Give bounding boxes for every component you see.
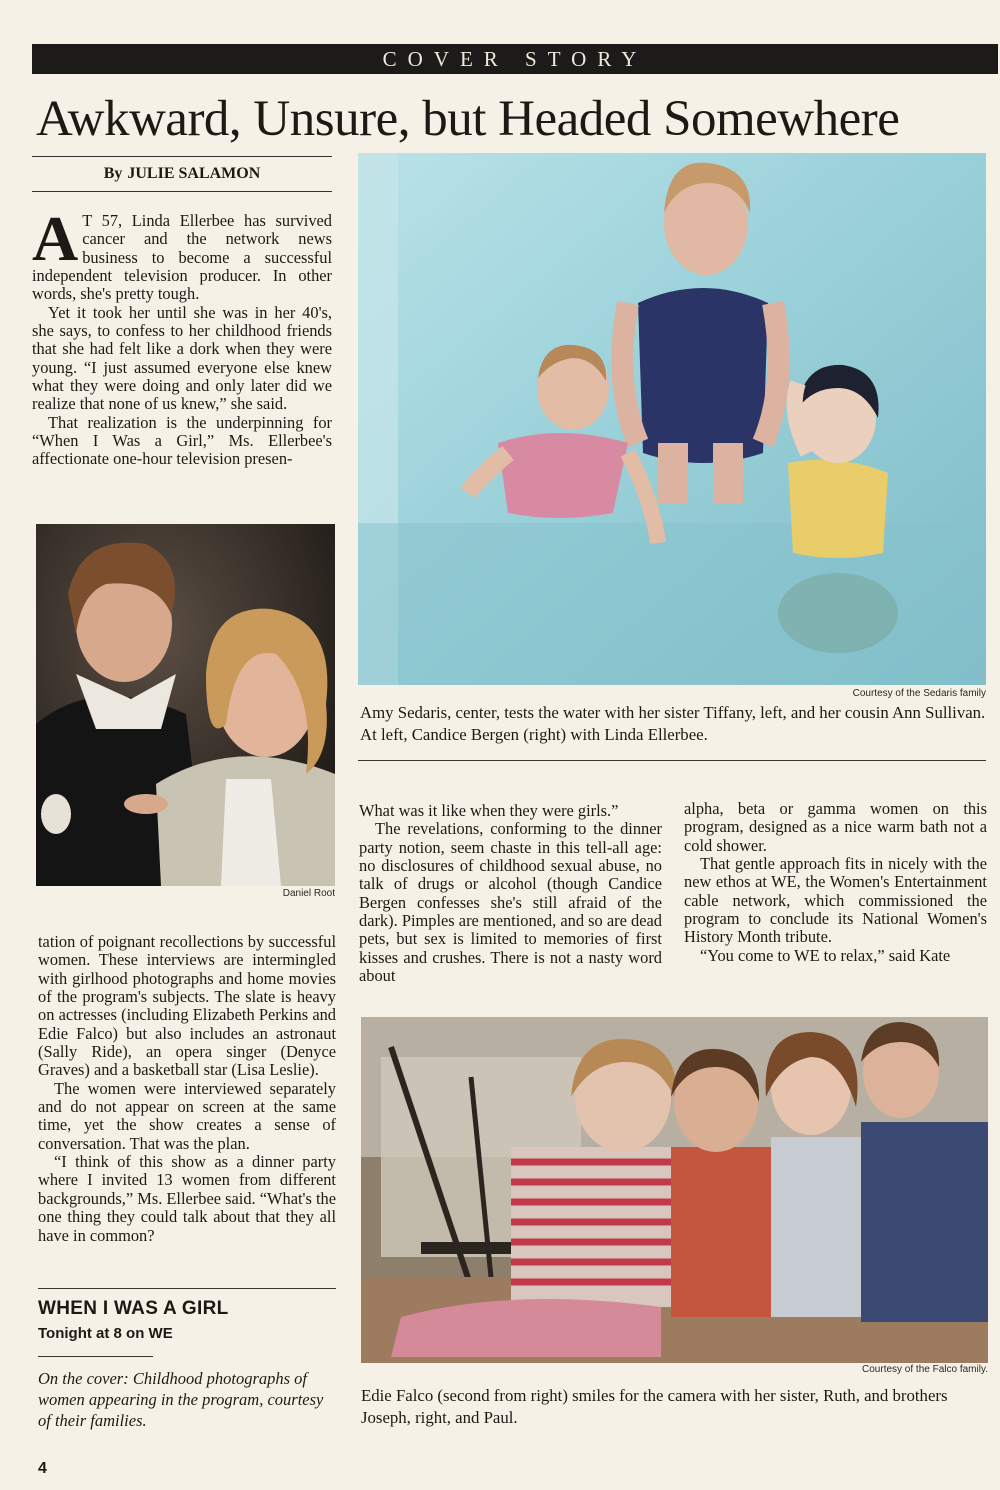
headline: Awkward, Unsure, but Headed Somewhere bbox=[36, 91, 900, 147]
divider bbox=[358, 760, 986, 761]
paragraph: “You come to WE to relax,” said Kate bbox=[700, 945, 951, 965]
paragraph: alpha, beta or gamma women on this program, designed as a nice warm bath not a cold shower. bbox=[684, 799, 987, 855]
dropcap: A bbox=[32, 203, 79, 274]
byline-prefix: By bbox=[103, 165, 123, 182]
column3 bbox=[684, 800, 987, 965]
byline-author: JULIE SALAMON bbox=[127, 165, 261, 182]
falco-photo-caption: Edie Falco (second from right) smiles for the camera with her sister, Ruth, and brothers Joseph, right, and Paul. bbox=[361, 1386, 948, 1427]
portrait-photo-image bbox=[36, 524, 335, 886]
divider bbox=[38, 1288, 336, 1289]
paragraph: What was it like when they were girls.” bbox=[359, 801, 619, 820]
paragraph: tation of poignant recollections by successful women. These interviews are intermingled with girlhood photographs and home movies of the program's subjects. The slate is heavy on actresses (including Elizabeth Perkins and Edie Falco) but also includes an astronaut (Sally Ride), an opera singer (Denyce Graves) and a basketball star (Lisa Leslie). bbox=[38, 932, 336, 1080]
paragraph: The revelations, conforming to the dinner party notion, seem chaste in this tell-all age: no disclosures of childhood sexual abuse, no talk of drugs or alcohol (though Candice Bergen confesses she's still afraid of the dark). Pimples are mentioned, and so are dead pets, but sex is limited to memories of first kisses and crushes. There is not a nasty word about bbox=[359, 819, 662, 986]
paragraph-intro: A T 57, Linda Ellerbee has survived cancer and the network news business to become a successful independent television producer. In other words, she's pretty tough. bbox=[32, 203, 332, 304]
cover-note: On the cover: Childhood photographs of women appearing in the program, courtesy of their families. bbox=[38, 1369, 324, 1430]
column1-top bbox=[32, 203, 332, 469]
pool-photo-caption: Amy Sedaris, center, tests the water with her sister Tiffany, left, and her cousin Ann Sullivan. At left, Candice Bergen (right) with Linda Ellerbee. bbox=[360, 703, 986, 744]
page-number: 4 bbox=[38, 1460, 47, 1477]
portrait-photo-credit: Daniel Root bbox=[282, 888, 335, 899]
falco-photo bbox=[361, 1017, 988, 1363]
falco-photo-credit: Courtesy of the Falco family. bbox=[862, 1364, 988, 1375]
pool-photo-image bbox=[358, 153, 986, 685]
show-title: WHEN I WAS A GIRL bbox=[38, 1298, 229, 1319]
paragraph: That realization is the underpinning for “When I Was a Girl,” Ms. Ellerbee's affectionate one-hour television presen- bbox=[32, 412, 332, 469]
section-banner-label: COVER STORY bbox=[382, 46, 648, 71]
falco-photo-image bbox=[361, 1017, 988, 1363]
paragraph: The women were interviewed separately and do not appear on screen at the same time, yet the show creates a sense of conversation. That was the plan. bbox=[38, 1078, 336, 1153]
pool-photo bbox=[358, 153, 986, 685]
section-banner bbox=[32, 44, 998, 74]
column1-bottom bbox=[38, 933, 336, 1245]
paragraph: That gentle approach fits in nicely with the new ethos at WE, the Women's Entertainment cable network, which commissioned the program to conclude its National Women's History Month tribute. bbox=[684, 854, 987, 947]
byline bbox=[32, 156, 332, 192]
pool-photo-credit: Courtesy of the Sedaris family bbox=[852, 688, 986, 699]
column2 bbox=[359, 802, 662, 985]
portrait-photo bbox=[36, 524, 335, 886]
show-time: Tonight at 8 on WE bbox=[38, 1325, 173, 1342]
paragraph: “I think of this show as a dinner party where I invited 13 women from different backgrounds,” Ms. Ellerbee said. “What's the one thing they could talk about that they all have in common? bbox=[38, 1152, 336, 1245]
divider bbox=[38, 1356, 153, 1357]
paragraph: Yet it took her until she was in her 40's, she says, to confess to her childhood friends that she had felt like a dork when they were young. “I just assumed everyone else knew what they were doing and only later did we realize that none of us knew,” she said. bbox=[32, 302, 332, 414]
